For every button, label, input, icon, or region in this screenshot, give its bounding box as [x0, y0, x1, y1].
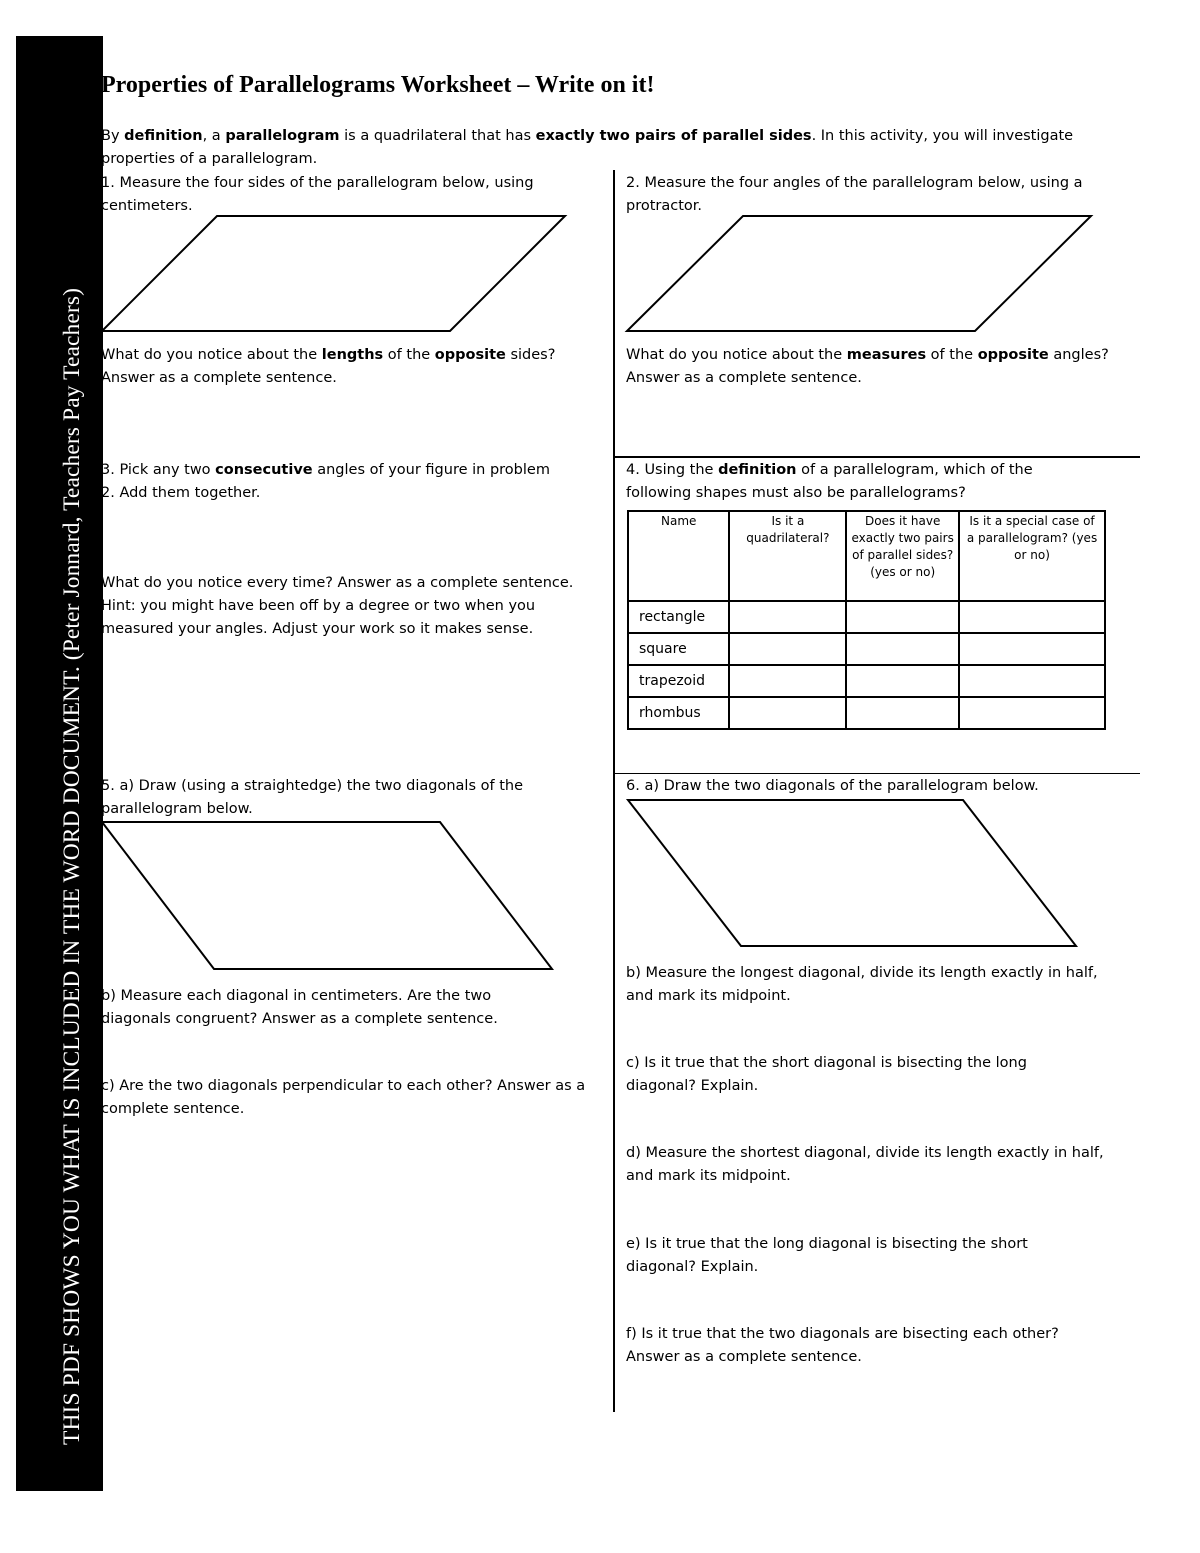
- q1-question-bold-lengths: lengths: [321, 347, 384, 363]
- sidebar-banner-text: THIS PDF SHOWS YOU WHAT IS INCLUDED IN THE WORD DOCUMENT. (Peter Jonnard, Teachers Pay Teachers): [59, 287, 85, 1445]
- table-cell-shape-name: trapezoid: [628, 665, 729, 697]
- q1-question-text-1: What do you notice about the: [101, 347, 322, 363]
- q6-part-f: f) Is it true that the two diagonals are bisecting each other? Answer as a complete sentence.: [626, 1326, 1059, 1365]
- q1-question-text-2: of the: [383, 347, 435, 363]
- q2-question-text-3: angles? Answer as a complete sentence.: [626, 347, 1109, 386]
- q5-part-b: b) Measure each diagonal in centimeters. Are the two diagonals congruent? Answer as a complete sentence.: [101, 988, 498, 1027]
- q5-part-c: c) Are the two diagonals perpendicular to each other? Answer as a complete sentence.: [101, 1078, 586, 1117]
- q4-prompt-text-2: of a parallelogram, which of the following shapes must also be parallelograms?: [626, 462, 1033, 501]
- table-cell-shape-name: square: [628, 633, 729, 665]
- table-cell-shape-name: rhombus: [628, 697, 729, 729]
- q4-prompt-text-1: 4. Using the: [626, 462, 719, 478]
- q6-part-e: e) Is it true that the long diagonal is bisecting the short diagonal? Explain.: [626, 1236, 1028, 1275]
- table-header-special-case: Is it a special case of a parallelogram? (yes or no): [959, 511, 1105, 601]
- q3-prompt-text-2: angles of your figure in problem 2. Add them together.: [101, 462, 550, 501]
- intro-bold-parallelogram: parallelogram: [225, 128, 340, 144]
- table-header-parallel-sides: Does it have exactly two pairs of parallel sides? (yes or no): [846, 511, 959, 601]
- intro-bold-definition: definition: [124, 128, 203, 144]
- intro-text-1: By: [101, 128, 125, 144]
- q1-prompt: 1. Measure the four sides of the parallelogram below, using centimeters.: [101, 175, 534, 214]
- q2-question-text-1: What do you notice about the: [626, 347, 847, 363]
- q3-question: What do you notice every time? Answer as a complete sentence. Hint: you might have been off by a degree or two when you measured your angles. Adjust your work so it makes sense.: [101, 575, 574, 637]
- q5-part-a: 5. a) Draw (using a straightedge) the two diagonals of the parallelogram below.: [101, 778, 523, 817]
- q2-question-bold-measures: measures: [846, 347, 927, 363]
- intro-text-4: . In this activity, you will investigate properties of a parallelogram.: [101, 128, 1074, 167]
- table-header-name: Name: [628, 511, 729, 601]
- q3-prompt-text-1: 3. Pick any two: [101, 462, 216, 478]
- q6-part-b: b) Measure the longest diagonal, divide its length exactly in half, and mark its midpoint.: [626, 965, 1098, 1004]
- q3-prompt-bold-consecutive: consecutive: [215, 462, 313, 478]
- intro-text-3: is a quadrilateral that has: [339, 128, 536, 144]
- q6-part-d: d) Measure the shortest diagonal, divide its length exactly in half, and mark its midpoint.: [626, 1145, 1104, 1184]
- intro-bold-parallel-sides: exactly two pairs of parallel sides: [535, 128, 812, 144]
- worksheet-title: Properties of Parallelograms Worksheet – Write on it!: [101, 72, 655, 98]
- q6-part-c: c) Is it true that the short diagonal is bisecting the long diagonal? Explain.: [626, 1055, 1027, 1094]
- q6-part-a: 6. a) Draw the two diagonals of the parallelogram below.: [626, 778, 1039, 794]
- intro-text-2: , a: [202, 128, 226, 144]
- table-header-quadrilateral: Is it a quadrilateral?: [729, 511, 846, 601]
- q4-prompt-bold-definition: definition: [718, 462, 797, 478]
- q1-question-text-3: sides? Answer as a complete sentence.: [101, 347, 556, 386]
- q1-question-bold-opposite: opposite: [434, 347, 506, 363]
- q2-question-bold-opposite: opposite: [977, 347, 1049, 363]
- q2-prompt: 2. Measure the four angles of the parallelogram below, using a protractor.: [626, 175, 1083, 214]
- q2-question-text-2: of the: [926, 347, 978, 363]
- table-cell-shape-name: rectangle: [628, 601, 729, 633]
